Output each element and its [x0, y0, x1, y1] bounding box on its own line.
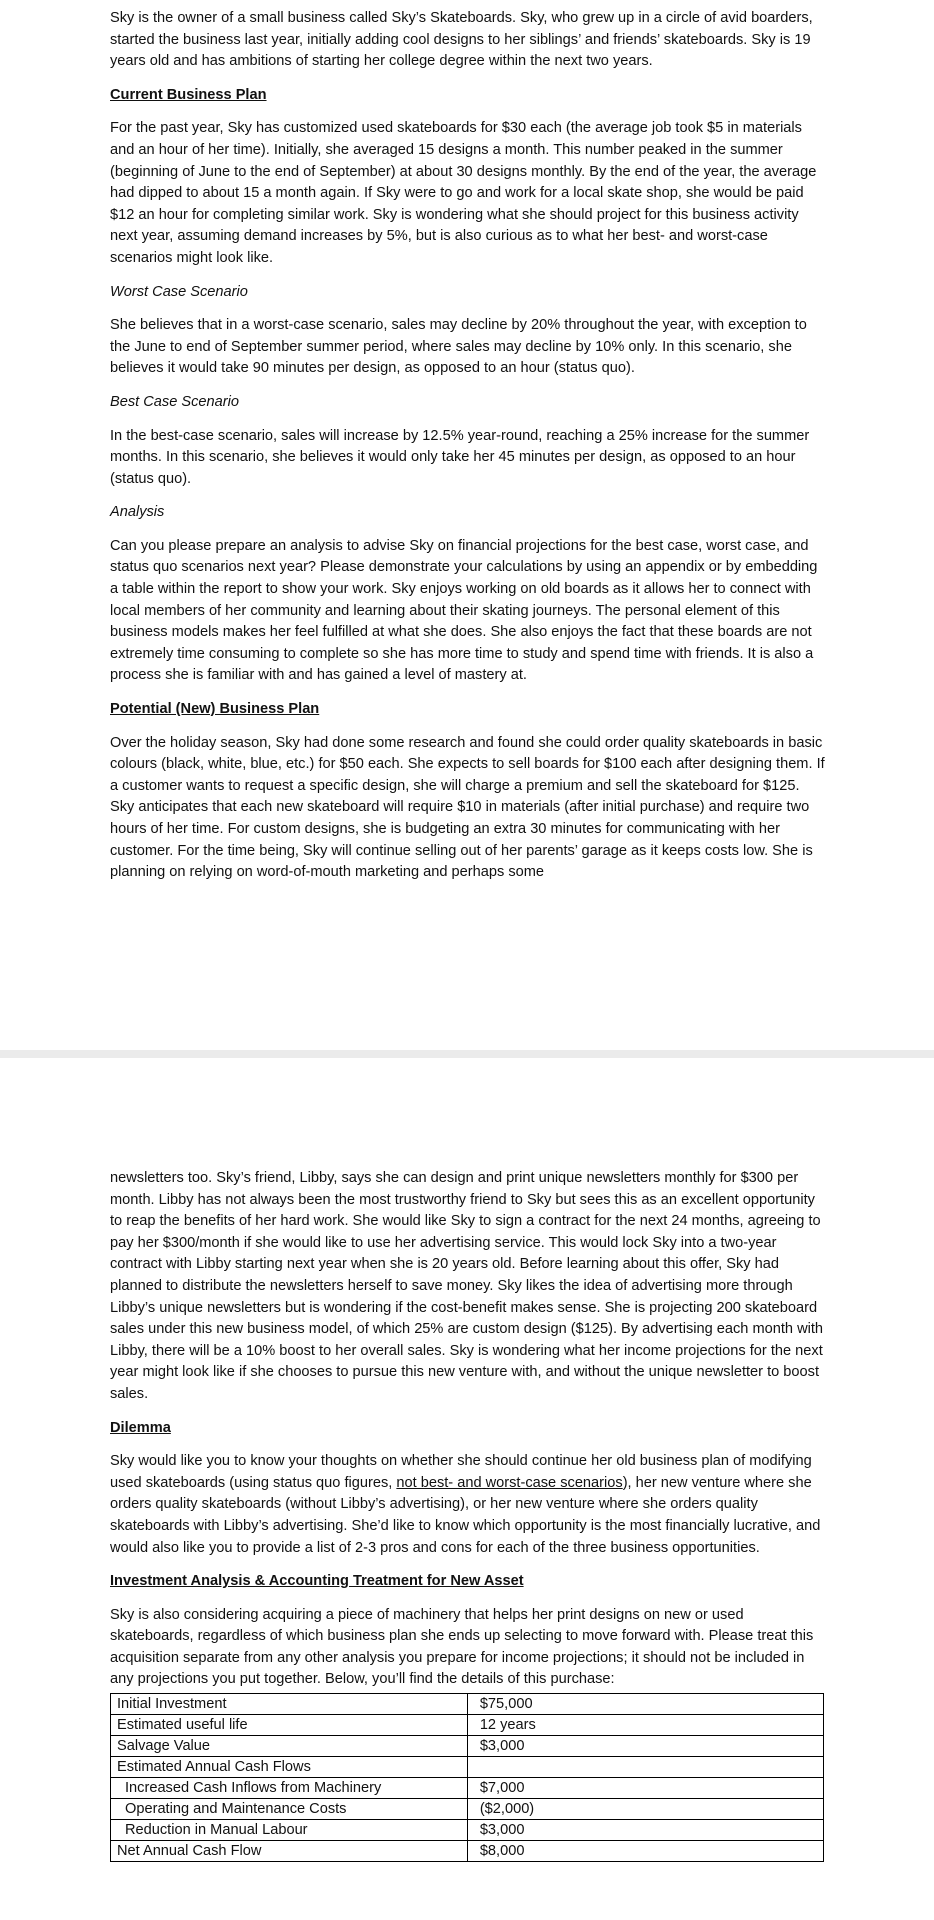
investment-paragraph: Sky is also considering acquiring a piece of machinery that helps her print designs on new or used skateboards, regardless of which business plan she ends up selecting to move forward with. Please treat this acquisition separate from any other analysis you prepare for income projections; it should not be included in any projections you put together. Below, you’ll find the details of this purchase:: [110, 1606, 814, 1688]
worst-case-paragraph: She believes that in a worst-case scenario, sales may decline by 20% throughout the year, with exception to the June to end of September summer period, where sales may decline by 10% only. In this scenario, she believes it would take 90 minutes per design, as opposed to an hour (status quo).: [110, 317, 807, 377]
table-row: [111, 1736, 824, 1757]
table-row: [111, 1820, 824, 1841]
table-cell-value: ($2,000): [467, 1799, 823, 1820]
new-plan-heading: Potential (New) Business Plan: [110, 701, 320, 718]
investment-heading: Investment Analysis & Accounting Treatment for New Asset: [110, 1573, 524, 1590]
current-plan-heading: Current Business Plan: [110, 86, 267, 103]
table-cell-label: Estimated useful life: [111, 1715, 468, 1736]
dilemma-paragraph: [110, 1451, 826, 1559]
table-cell-value: $3,000: [467, 1820, 823, 1841]
table-row: [111, 1694, 824, 1715]
analysis-paragraph: Can you please prepare an analysis to advise Sky on financial projections for the best case, worst case, and status quo scenarios next year? Please demonstrate your calculations by using an appendix or by embedding a table within the report to show your work. Sky enjoys working on old boards as it allows her to connect with local members of her community and learning about their skating journeys. The personal element of this business models makes her feel fulfilled at what she does. She also enjoys the fact that these boards are not extremely time consuming to complete so she has more time to study and spend time with friends. It is also a process she is familiar with and has gained a level of mastery at.: [110, 537, 818, 684]
analysis-heading: Analysis: [110, 504, 165, 521]
dilemma-text-before: Sky would like you to know your thoughts on whether she should continue her old business plan of modifying used skateboards (using status quo figures,: [110, 1453, 812, 1491]
table-row: [111, 1799, 824, 1820]
best-case-paragraph: In the best-case scenario, sales will increase by 12.5% year-round, reaching a 25% increase for the summer months. In this scenario, she believes it would only take her 45 minutes per design, as opposed to an hour (status quo).: [110, 427, 810, 487]
table-cell-value: $8,000: [467, 1841, 823, 1862]
table-row: [111, 1715, 824, 1736]
table-cell-value: $75,000: [467, 1694, 823, 1715]
table-cell-label: Salvage Value: [111, 1736, 468, 1757]
table-cell-value: $7,000: [467, 1778, 823, 1799]
page-1-content: [110, 8, 826, 896]
table-row: [111, 1757, 824, 1778]
dilemma-text-after: ), her new venture where she orders quality skateboards (without Libby’s advertising), or her new venture where she orders quality skateboards with Libby’s advertising. She’d like to know which opportunity is the most financially lucrative, and would also like you to provide a list of 2-3 pros and cons for each of the three business opportunities.: [110, 1474, 821, 1556]
new-plan-paragraph-part1: Over the holiday season, Sky had done some research and found she could order quality skateboards in basic colours (black, white, blue, etc.) for $50 each. She expects to sell boards for $100 each after designing them. If a customer wants to request a specific design, she will charge a premium and sell the skateboard for $125. Sky anticipates that each new skateboard will require $10 in materials (after initial purchase) and require two hours of her time. For custom designs, she is budgeting an extra 30 minutes for communicating with her customer. For the time being, Sky will continue selling out of her parents’ garage as it keeps costs low. She is planning on relying on word-of-mouth marketing and perhaps some: [110, 734, 825, 881]
table-cell-label: Estimated Annual Cash Flows: [111, 1757, 468, 1778]
worst-case-heading: Worst Case Scenario: [110, 283, 248, 300]
current-plan-paragraph: For the past year, Sky has customized used skateboards for $30 each (the average job took $5 in materials and an hour of her time). Initially, she averaged 15 designs a month. This number peaked in the summer (beginning of June to the end of September) at about 30 designs monthly. By the end of the year, the average had dipped to about 15 a month again. If Sky were to go and work for a local skate shop, she would be paid $12 an hour for completing similar work. Sky is wondering what she should project for this business activity next year, assuming demand increases by 5%, but is also curious as to what her best- and worst-case scenarios might look like.: [110, 120, 817, 266]
table-cell-label: Net Annual Cash Flow: [111, 1841, 468, 1862]
new-plan-paragraph-part2: newsletters too. Sky’s friend, Libby, says she can design and print unique newsletters monthly for $300 per month. Libby has not always been the most trustworthy friend to Sky but sees this as an excellent opportunity to reap the benefits of her hard work. She would like Sky to sign a contract for the next 24 months, agreeing to pay her $300/month if she would like to use her advertising service. This would lock Sky into a two-year contract with Libby starting next year when she is 20 years old. Before learning about this offer, Sky had planned to distribute the newsletters herself to save money. Sky likes the idea of advertising more through Libby’s unique newsletters but is wondering if the cost-benefit makes sense. She is projecting 200 skateboard sales under this new business model, of which 25% are custom design ($125). By advertising each month with Libby, there will be a 10% boost to her overall sales. Sky is wondering what her income projections for the next year might look like if she chooses to pursue this new venture with, and without the unique newsletter to boost sales.: [110, 1170, 824, 1402]
table-cell-label: Initial Investment: [111, 1694, 468, 1715]
page-2-content: [110, 1168, 826, 1862]
table-cell-value: [467, 1757, 823, 1778]
table-row: [111, 1841, 824, 1862]
dilemma-heading: Dilemma: [110, 1419, 171, 1436]
table-row: [111, 1778, 824, 1799]
table-cell-value: $3,000: [467, 1736, 823, 1757]
table-cell-value: 12 years: [467, 1715, 823, 1736]
table-cell-label: Reduction in Manual Labour: [111, 1820, 468, 1841]
page-separator: [0, 1050, 934, 1058]
intro-paragraph: Sky is the owner of a small business called Sky’s Skateboards. Sky, who grew up in a circle of avid boarders, started the business last year, initially adding cool designs to her siblings’ and friends’ skateboards. Sky is 19 years old and has ambitions of starting her college degree within the next two years.: [110, 10, 813, 70]
dilemma-underlined-text: not best- and worst-case scenarios: [396, 1474, 623, 1491]
investment-table: [110, 1693, 824, 1862]
table-cell-label: Increased Cash Inflows from Machinery: [111, 1778, 468, 1799]
table-cell-label: Operating and Maintenance Costs: [111, 1799, 468, 1820]
document-page-2: [0, 1058, 934, 1920]
best-case-heading: Best Case Scenario: [110, 393, 239, 410]
